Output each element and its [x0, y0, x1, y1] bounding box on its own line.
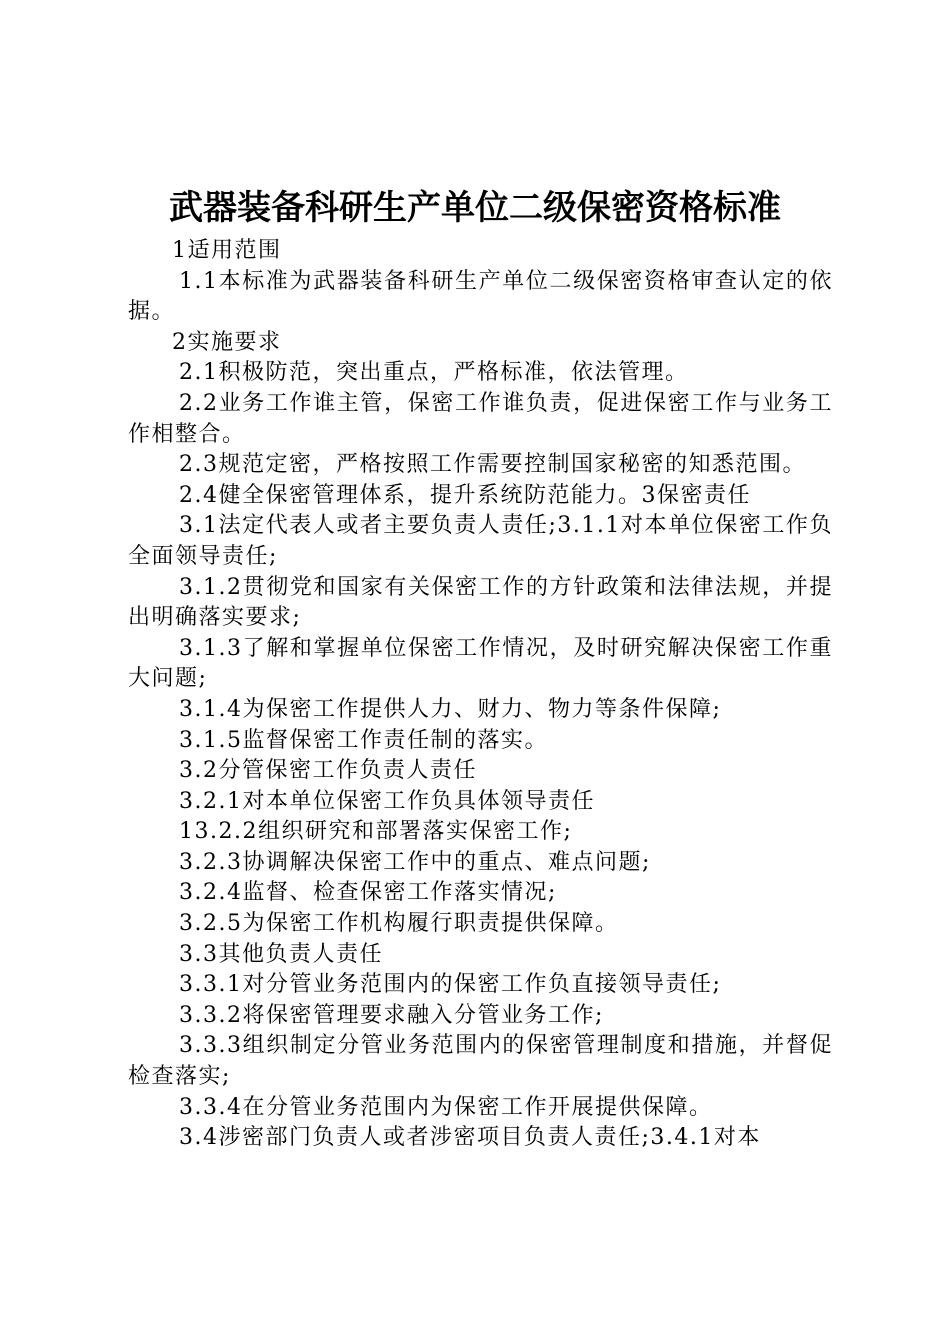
paragraph: 3.1.3了解和掌握单位保密工作情况，及时研究解决保密工作重大问题; — [128, 635, 833, 692]
document-title: 武器装备科研生产单位二级保密资格标准 — [169, 188, 781, 228]
paragraph: 3.1法定代表人或者主要负责人责任;3.1.1对本单位保密工作负全面领导责任; — [128, 513, 833, 569]
document-body — [128, 236, 833, 1154]
paragraph: 13.2.2组织研究和部署落实保密工作; — [179, 819, 573, 845]
paragraph: 3.3.1对分管业务范围内的保密工作负直接领导责任; — [179, 972, 722, 998]
paragraph: 3.3其他负责人责任 — [179, 941, 383, 967]
paragraph: 3.2.5为保密工作机构履行职责提供保障。 — [179, 911, 619, 937]
paragraph: 1适用范围 — [172, 238, 282, 263]
paragraph: 3.3.2将保密管理要求融入分管业务工作; — [179, 1002, 604, 1028]
paragraph: 2.1积极防范，突出重点，严格标准，依法管理。 — [179, 360, 689, 386]
paragraph: 3.1.5监督保密工作责任制的落实。 — [179, 727, 548, 753]
paragraph: 3.3.4在分管业务范围内为保密工作开展提供保障。 — [179, 1094, 713, 1120]
paragraph: 3.2分管保密工作负责人责任 — [179, 758, 477, 784]
paragraph: 2.3规范定密，严格按照工作需要控制国家秘密的知悉范围。 — [179, 452, 806, 478]
paragraph: 1.1本标准为武器装备科研生产单位二级保密资格审查认定的依据。 — [128, 268, 833, 325]
paragraph: 3.1.4为保密工作提供人力、财力、物力等条件保障; — [179, 696, 722, 722]
paragraph: 2.4健全保密管理体系，提升系统防范能力。3保密责任 — [179, 482, 751, 508]
paragraph: 2.2业务工作谁主管，保密工作谁负责，促进保密工作与业务工作相整合。 — [128, 390, 833, 447]
paragraph: 3.2.1对本单位保密工作负具体领导责任 — [179, 788, 595, 814]
paragraph: 3.2.4监督、检查保密工作落实情况; — [179, 880, 557, 906]
paragraph: 2实施要求 — [172, 329, 282, 355]
paragraph: 3.3.3组织制定分管业务范围内的保密管理制度和措施，并督促检查落实; — [128, 1033, 833, 1090]
paragraph: 3.2.3协调解决保密工作中的重点、难点问题; — [179, 849, 651, 875]
paragraph: 3.4涉密部门负责人或者涉密项目负责人责任;3.4.1对本 — [179, 1125, 761, 1151]
paragraph: 3.1.2贯彻党和国家有关保密工作的方针政策和法律法规，并提出明确落实要求; — [128, 574, 833, 631]
